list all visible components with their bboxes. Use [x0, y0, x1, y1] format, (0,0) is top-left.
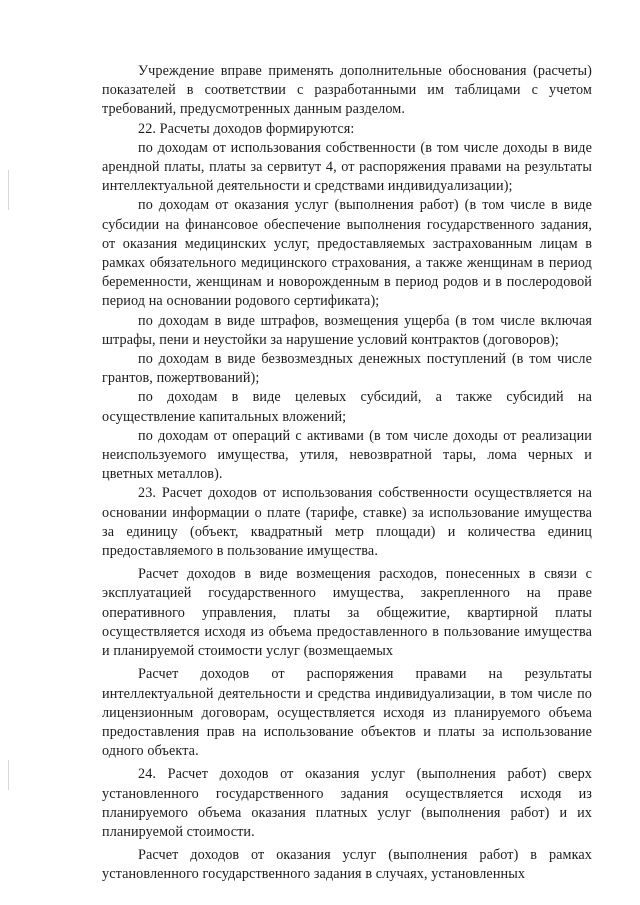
paragraph-24: 24. Расчет доходов от оказания услуг (выполнения работ) сверх установленного государственного задания осуществляется исходя из планируемого объема оказания платных услуг (выполнения работ) и их планируемой стоимости. [102, 766, 592, 840]
paragraph-22-item-services: по доходам от оказания услуг (выполнения работ) (в том числе в виде субсидии на финансовое обеспечение выполнения государственного задания, от оказания медицинских услуг, предоставляемых застрахованным лицам в рамках обязательного медицинского страхования, а также женщинам в период беременности, женщинам и новорожденным в период родов и в послеродовой период на основании родового сертификата); [102, 197, 592, 310]
scan-margin-mark [8, 760, 9, 790]
paragraph-intro: Учреждение вправе применять дополнительные обоснования (расчеты) показателей в соответствии с разработанными им таблицами с учетом требований, предусмотренных данным разделом. [102, 63, 592, 118]
scan-margin-mark [8, 170, 9, 210]
paragraph-22: 22. Расчеты доходов формируются: [138, 120, 355, 137]
paragraph-23-reimbursement: Расчет доходов в виде возмещения расходов, понесенных в связи с эксплуатацией государственного имущества, закрепленного на праве оперативного управления, платы за общежитие, квартирной платы осуществляется исходя из объема предоставленного в пользование имущества и планируемой стоимости услуг (возмещаемых [102, 566, 592, 660]
paragraph-22-item-assets: по доходам от операций с активами (в том числе доходы от реализации неиспользуемого имущества, утиля, невозвратной тары, лома черных и цветных металлов). [102, 427, 592, 483]
paragraph-23: 23. Расчет доходов от использования собственности осуществляется на основании информации о плате (тарифе, ставке) за использование имущества за единицу (объект, квадратный метр площади) и количества единиц предоставляемого в пользование имущества. [102, 485, 592, 560]
paragraph-24-state-task: Расчет доходов от оказания услуг (выполнения работ) в рамках установленного государственного задания в случаях, установленных [102, 847, 592, 883]
document-body [102, 62, 592, 885]
paragraph-23-intellectual: Расчет доходов от распоряжения правами на результаты интеллектуальной деятельности и средства индивидуализации, в том числе по лицензионным договорам, осуществляется исходя из планируемого объема предоставления прав на использование объектов и платы за использование одного объекта. [102, 666, 592, 760]
paragraph-22-item-subsidies: по доходам в виде целевых субсидий, а также субсидий на осуществление капитальных вложений; [102, 389, 592, 425]
paragraph-22-item-property: по доходам от использования собственности (в том числе доходы в виде арендной платы, платы за сервитут 4, от распоряжения правами на результаты интеллектуальной деятельности и средствами индивидуализации); [102, 139, 592, 195]
paragraph-22-item-fines: по доходам в виде штрафов, возмещения ущерба (в том числе включая штрафы, пени и неустойки за нарушение условий контрактов (договоров); [102, 312, 592, 348]
paragraph-22-item-grants: по доходам в виде безвозмездных денежных поступлений (в том числе грантов, пожертвований); [102, 351, 592, 387]
